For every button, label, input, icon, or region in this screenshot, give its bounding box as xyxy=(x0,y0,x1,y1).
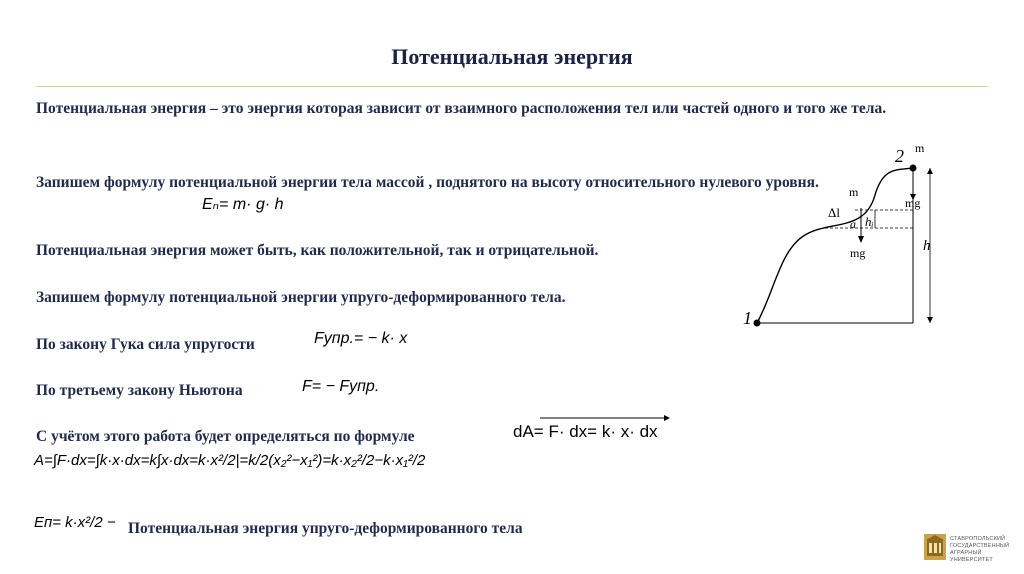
logo-text-line-2: ГОСУДАРСТВЕННЫЙ xyxy=(950,543,1010,549)
hooke-paragraph: По закону Гука сила упругости xyxy=(36,336,255,353)
mg-arrow-down-head xyxy=(858,236,864,243)
newton-paragraph: По третьему закону Ньютона xyxy=(36,382,243,399)
label-hi: hᵢ xyxy=(865,214,874,229)
title-divider xyxy=(36,86,988,87)
elastic-energy-caption: Потенциальная энергия упруго-деформированного тела xyxy=(128,520,523,537)
page-title: Потенциальная энергия xyxy=(391,44,633,69)
elastic-energy-formula: Eп= k·x²/2 − xyxy=(34,514,116,531)
sign-paragraph: Потенциальная энергия может быть, как положительной, так и отрицательной. xyxy=(36,242,599,259)
formula-intro-paragraph: Запишем формулу потенциальной энергии тела массой , поднятого на высоту относительного нулевого уровня. xyxy=(36,174,819,191)
potential-energy-formula xyxy=(202,194,284,214)
university-logo-text xyxy=(950,536,1024,564)
hooke-formula: Fупр.= − k· x xyxy=(314,330,408,347)
h-arrow-top xyxy=(927,168,933,174)
label-mg-right: mg xyxy=(905,196,921,210)
label-1: 1 xyxy=(743,308,752,328)
label-h: h xyxy=(923,238,931,254)
potential-energy-formula-text: Eₙ= m· g· h xyxy=(202,196,284,213)
definition-paragraph: Потенциальная энергия – это энергия которая зависит от взаимного расположения тел или частей одного и того же тела. xyxy=(36,100,887,117)
work-paragraph: С учётом этого работа будет определяться по формуле xyxy=(36,428,415,445)
work-differential-formula: dA= F· dx= k· x· dx xyxy=(513,422,658,441)
label-2: 2 xyxy=(895,146,904,166)
logo-text-line-1: СТАВРОПОЛЬСКИЙ xyxy=(950,536,1006,542)
elastic-intro-paragraph: Запишем формулу потенциальной энергии упруго-деформированного тела. xyxy=(36,289,566,306)
h-arrow-bottom xyxy=(927,317,933,323)
logo-text-line-3: АГРАРНЫЙ УНИВЕРСИТЕТ xyxy=(950,550,993,563)
newton-formula: F= − Fупр. xyxy=(302,378,380,395)
label-a: a xyxy=(850,217,856,231)
energy-diagram xyxy=(735,140,945,340)
integral-formula: A=∫F·dx=∫k·x·dx=k∫x·dx=k·x²/2|=k/2(x₂²−x₁²)=k·x₂²/2−k·x₁²/2 xyxy=(34,452,426,469)
label-delta-l: Δl xyxy=(828,205,840,220)
trajectory-curve xyxy=(757,168,913,323)
vector-arrow-overline xyxy=(540,414,670,422)
label-mg-down: mg xyxy=(850,246,866,260)
label-m-mid: m xyxy=(849,185,859,199)
university-logo-icon xyxy=(924,534,946,560)
label-m-top: m xyxy=(915,141,925,155)
